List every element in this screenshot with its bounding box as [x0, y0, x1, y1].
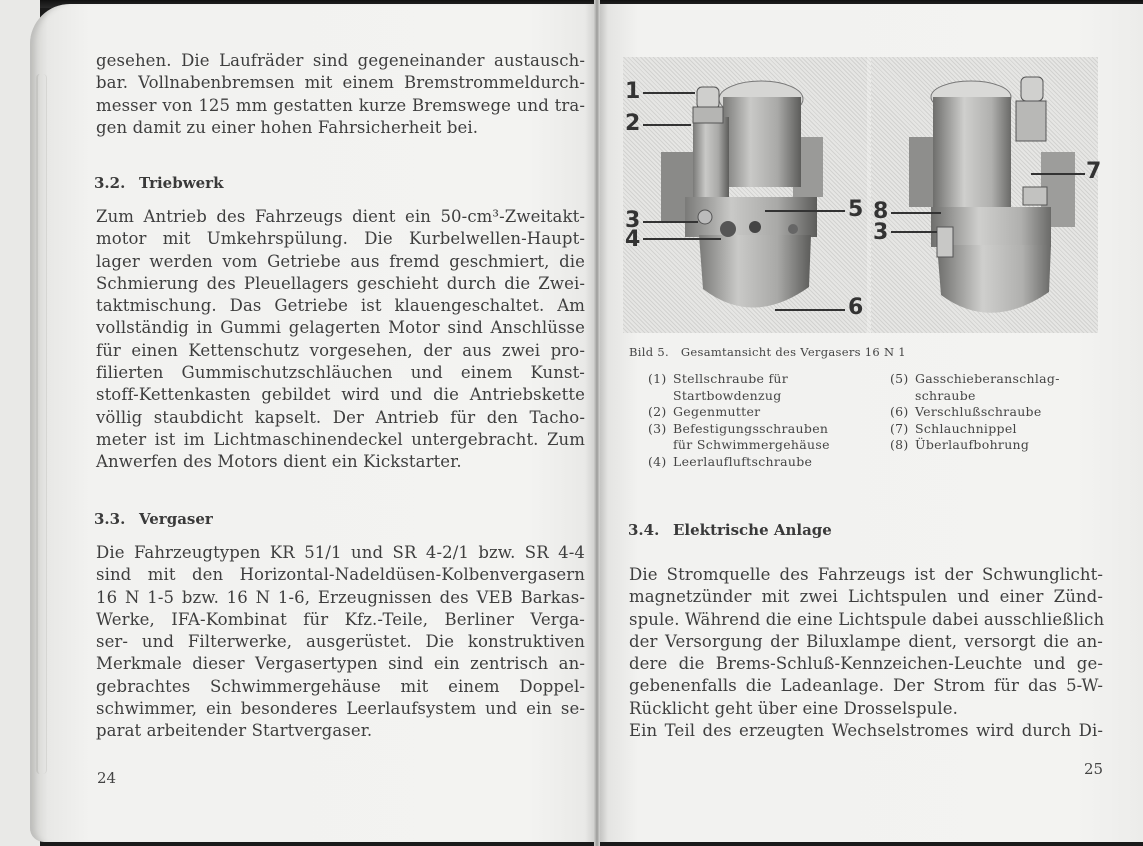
legend-item: [890, 421, 1110, 438]
legend-text: Überlaufbohrung: [915, 437, 1030, 452]
text-line: filierten Gummischutzschläuchen und einem Kunst-: [96, 363, 585, 383]
legend-item: [890, 437, 1110, 454]
text-line: schwimmer, ein besonderes Leerlaufsystem und ein se-: [96, 699, 585, 719]
section-title: Vergaser: [139, 510, 213, 528]
legend-number: (6): [890, 404, 909, 419]
callout-label: 3: [625, 208, 641, 233]
legend-number: (4): [648, 453, 667, 469]
section-number: 3.3.: [94, 510, 126, 528]
text-line: bar. Vollnabenbremsen mit einem Bremstrommeldurch-: [96, 73, 585, 93]
text-line: parat arbeitender Startvergaser.: [96, 721, 373, 741]
paragraph-triebwerk: [96, 206, 585, 474]
paragraph-vergaser: [96, 542, 585, 743]
book-gutter: [594, 0, 600, 846]
text-line: Anwerfen des Motors dient ein Kickstarter.: [96, 452, 462, 472]
callout-leader-line: [891, 231, 937, 233]
text-line: Schmierung des Pleuellagers geschieht durch die Zwei-: [96, 273, 585, 293]
legend-item: [648, 454, 888, 471]
legend-number: (5): [890, 371, 909, 386]
carburetor-front-illustration: [623, 57, 867, 333]
legend-item: [890, 371, 1110, 404]
section-heading-3-4: [628, 521, 832, 539]
section-heading-3-2: [94, 174, 223, 192]
page-number-right: 25: [1084, 760, 1104, 778]
text-line: messer von 125 mm gestatten kurze Bremswege und tra-: [96, 95, 585, 115]
text-line: lager werden vom Getriebe aus fremd geschmiert, die: [96, 251, 585, 271]
legend-text: Startbowdenzug: [673, 387, 782, 403]
legend-text: Gegenmutter: [673, 404, 761, 419]
carburetor-photo-side: [871, 57, 1098, 333]
callout-leader-line: [643, 221, 698, 223]
text-line: dere die Brems-Schluß-Kennzeichen-Leuchte und ge-: [629, 654, 1103, 674]
callout-leader-line: [643, 92, 695, 94]
legend-text: Stellschraube für: [673, 371, 789, 386]
text-line: völlig staubdicht kapselt. Der Antrieb für den Tacho-: [96, 407, 585, 427]
text-line: Werke, IFA-Kombinat für Kfz.-Teile, Berliner Verga-: [96, 609, 585, 629]
callout-leader-line: [765, 210, 845, 212]
legend-item: [648, 421, 888, 454]
figure-legend-right: [890, 371, 1110, 454]
callout-label: 2: [625, 111, 641, 136]
legend-text: Befestigungsschrauben: [673, 420, 829, 436]
text-line: ser- und Filterwerke, ausgerüstet. Die konstruktiven: [96, 632, 585, 652]
callout-label: 4: [625, 227, 641, 252]
figure-legend-left: [648, 371, 888, 470]
paragraph-elektrische-anlage: [629, 564, 1103, 742]
legend-text: für Schwimmergehäuse: [673, 437, 830, 452]
callout-label: 1: [625, 79, 641, 104]
legend-number: (8): [890, 437, 909, 452]
text-line: der Versorgung der Biluxlampe dient, versorgt die an-: [629, 631, 1103, 651]
carburetor-figure: [623, 57, 1102, 333]
text-line: 16 N 1-5 bzw. 16 N 1-6, Erzeugnissen des VEB Barkas-: [96, 587, 585, 607]
section-number: 3.2.: [94, 174, 126, 192]
text-line: Die Fahrzeugtypen KR 51/1 und SR 4-2/1 bzw. SR 4-4: [96, 543, 585, 562]
legend-item: [648, 404, 888, 421]
callout-label: 7: [1086, 159, 1102, 184]
text-line: Ein Teil des erzeugten Wechselstromes wird durch Di-: [629, 721, 1103, 741]
figure-caption: [629, 345, 906, 359]
text-line: gesehen. Die Laufräder sind gegeneinander austausch-: [96, 51, 585, 70]
legend-text: Verschlußschraube: [915, 404, 1042, 419]
text-line: spule. Während die eine Lichtspule dabei ausschließlich: [629, 609, 1105, 629]
carburetor-photo-front: [623, 57, 867, 333]
text-line: sind mit den Horizontal-Nadeldüsen-Kolbenvergasern: [96, 565, 585, 585]
legend-text: Schlauchnippel: [915, 420, 1017, 436]
callout-leader-line: [1031, 173, 1085, 175]
legend-item: [890, 404, 1110, 421]
text-line: gen damit zu einer hohen Fahrsicherheit bei.: [96, 117, 479, 137]
section-number: 3.4.: [628, 521, 660, 539]
legend-number: (7): [890, 420, 909, 436]
legend-text: Leerlaufluftschraube: [673, 453, 813, 469]
legend-number: (2): [648, 404, 667, 419]
intro-paragraph: [96, 50, 585, 139]
page-number-left: 24: [97, 769, 117, 787]
text-line: magnetzünder mit zwei Lichtspulen und einer Zünd-: [629, 587, 1103, 607]
callout-leader-line: [643, 238, 721, 240]
text-line: meter ist im Lichtmaschinendeckel untergebracht. Zum: [96, 429, 585, 449]
callout-label: 3: [873, 220, 889, 245]
section-title: Elektrische Anlage: [673, 521, 832, 539]
legend-number: (1): [648, 371, 667, 386]
section-title: Triebwerk: [139, 174, 224, 192]
text-line: taktmischung. Das Getriebe ist klauengeschaltet. Am: [96, 296, 585, 316]
callout-label: 5: [848, 197, 864, 222]
text-line: gebenenfalls die Ladeanlage. Der Strom für das 5-W-: [629, 676, 1103, 696]
text-line: vollständig in Gummi gelagerten Motor sind Anschlüsse: [96, 318, 585, 338]
callout-label: 6: [848, 295, 864, 320]
carburetor-side-illustration: [871, 57, 1098, 333]
callout-leader-line: [775, 309, 845, 311]
legend-number: (3): [648, 420, 667, 436]
figure-caption-text: Gesamtansicht des Vergasers 16 N 1: [680, 345, 906, 359]
legend-item: [648, 371, 888, 404]
section-heading-3-3: [94, 510, 213, 528]
figure-label: Bild 5.: [629, 345, 669, 359]
text-line: Zum Antrieb des Fahrzeugs dient ein 50-cm³-Zweitakt-: [96, 207, 585, 226]
legend-text: Gasschieberanschlag-: [915, 371, 1060, 386]
text-line: motor mit Umkehrspülung. Die Kurbelwellen-Haupt-: [96, 229, 585, 249]
text-line: Merkmale dieser Vergasertypen sind ein zentrisch an-: [96, 654, 585, 674]
callout-leader-line: [891, 212, 941, 214]
text-line: für einen Kettenschutz vorgesehen, der aus zwei pro-: [96, 340, 585, 360]
callout-label: 8: [873, 199, 889, 224]
legend-text: schraube: [915, 387, 976, 403]
text-line: Rücklicht geht über eine Drosselspule.: [629, 698, 958, 718]
text-line: Die Stromquelle des Fahrzeugs ist der Schwunglicht-: [629, 565, 1103, 584]
text-line: stoff-Kettenkasten gebildet wird und die Antriebskette: [96, 385, 585, 405]
text-line: gebrachtes Schwimmergehäuse mit einem Doppel-: [96, 676, 585, 696]
callout-leader-line: [643, 124, 691, 126]
